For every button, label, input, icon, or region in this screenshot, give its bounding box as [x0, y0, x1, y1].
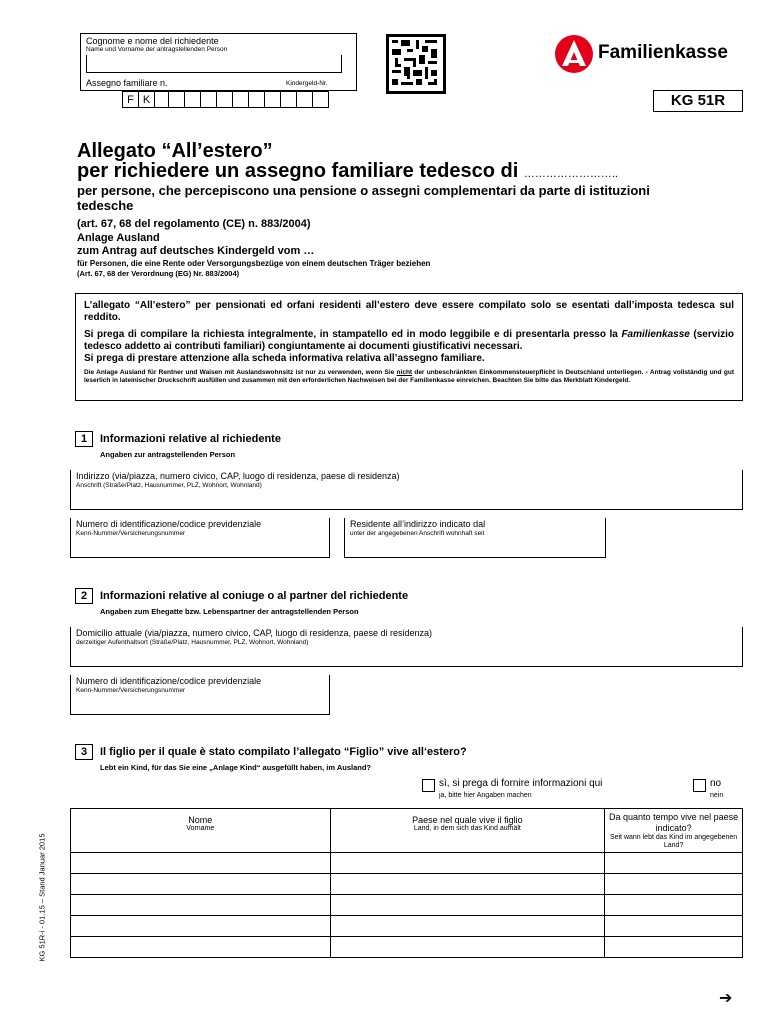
section2-number: 2 [75, 588, 93, 604]
yes-checkbox[interactable] [422, 779, 435, 792]
row4-country-cell[interactable] [330, 916, 605, 937]
section1-resident-sublabel: unter der angegebenen Anschrift wohnhaft seit [350, 530, 485, 537]
no-sublabel: nein [710, 792, 724, 799]
next-page-arrow-icon[interactable]: ➔ [719, 990, 733, 1007]
cell-spacer [154, 92, 168, 108]
title-line1: Allegato “All’estero” [77, 140, 273, 162]
section1-number: 1 [75, 431, 93, 447]
no-label: no [710, 778, 722, 789]
cell-7[interactable] [264, 92, 280, 108]
section2-id-field[interactable] [70, 675, 330, 715]
col-since-header [605, 809, 743, 853]
section2-address-field[interactable] [70, 627, 743, 667]
form-code-badge [653, 90, 743, 112]
info-p3: Si prega di prestare attenzione alla scheda informativa relativa all’assegno familiare. [84, 353, 485, 364]
form-code: KG 51R [670, 92, 726, 109]
table-row [71, 874, 743, 895]
assegno-number-label: Assegno familiare n. [86, 78, 168, 88]
section2-address-sublabel: derzeitiger Aufenthaltsort (Straße/Platz, Hausnummer, PLZ, Wohnort, Wohnland) [76, 639, 309, 646]
row5-name-cell[interactable] [71, 937, 331, 958]
applicant-name-input[interactable] [86, 55, 342, 73]
col-since-label: Da quanto tempo vive nel paese indicato? [609, 812, 739, 833]
cell-6[interactable] [248, 92, 264, 108]
row2-since-cell[interactable] [605, 874, 743, 895]
cell-2[interactable] [184, 92, 200, 108]
section1-id-field[interactable] [70, 518, 330, 558]
info-p2-a: Si prega di compilare la richiesta integralmente, in stampatello ed in modo leggibile e di presentarla presso la [84, 329, 622, 340]
section2-title: Informazioni relative al coniuge o al partner del richiedente [100, 590, 409, 602]
cell-10[interactable] [312, 92, 328, 108]
section1-resident-field[interactable] [344, 518, 606, 558]
title-line2-text: per richiedere un assegno familiare tedesco di [77, 160, 519, 182]
brand-name: Familienkasse [598, 42, 728, 63]
info-p2 [84, 329, 734, 353]
col-country-sublabel: Land, in dem sich das Kind aufhält [413, 825, 521, 832]
qr-code-icon [386, 34, 446, 94]
section1-id-sublabel: Kenn-Nummer/Versicherungsnummer [76, 530, 186, 537]
cell-9[interactable] [296, 92, 312, 108]
row2-name-cell[interactable] [71, 874, 331, 895]
section1-address-sublabel: Anschrift (Straße/Platz, Hausnummer, PLZ, Wohnort, Wohnland) [76, 482, 262, 489]
children-table [70, 808, 743, 958]
info-de-c: der unbeschränkten Einkommensteuerpflicht in Deutschland unterliegen. - Antrag vollständig und gut leserlich in lateinischer Druckschrift ausfüllen und zusammen mit den erforderlichen Nachweisen bei der Familienkasse einreichen. Beachten Sie bitte das Merkblatt Kindergeld. [84, 369, 734, 384]
col-name-header [71, 809, 331, 853]
cell-8[interactable] [280, 92, 296, 108]
applicant-name-label: Cognome e nome del richiedente [86, 36, 219, 46]
section1-address-field[interactable] [70, 470, 743, 510]
info-p1: L’allegato “All’estero” per pensionati ed orfani residenti all’estero deve essere compilato solo se esentati dall’imposta tedesca sul reddito. [84, 300, 734, 323]
info-de [84, 369, 734, 385]
cell-prefix-k: K [138, 92, 154, 108]
section2-subtitle: Angaben zum Ehegatte bzw. Lebenspartner der antragstellenden Person [100, 607, 359, 616]
row4-name-cell[interactable] [71, 916, 331, 937]
row3-country-cell[interactable] [330, 895, 605, 916]
cell-4[interactable] [216, 92, 232, 108]
section1-title: Informazioni relative al richiedente [100, 433, 281, 445]
row5-since-cell[interactable] [605, 937, 743, 958]
cell-3[interactable] [200, 92, 216, 108]
table-row [71, 895, 743, 916]
col-name-sublabel: Vorname [186, 825, 215, 832]
col-country-header [330, 809, 605, 853]
title-line2 [77, 160, 618, 185]
row2-country-cell[interactable] [330, 874, 605, 895]
title-line2-dots: …………………….. [523, 168, 618, 180]
title-de-line1: Anlage Ausland [77, 232, 160, 244]
section3-subtitle: Lebt ein Kind, für das Sie eine „Anlage Kind“ ausgefüllt haben, im Ausland? [100, 763, 372, 772]
row3-name-cell[interactable] [71, 895, 331, 916]
kindergeld-number-label: Kindergeld-Nr. [286, 80, 328, 87]
cell-prefix-f: F [122, 92, 138, 108]
col-country-label: Paese nel quale vive il figlio [412, 815, 523, 825]
row5-country-cell[interactable] [330, 937, 605, 958]
info-p2-b: Familienkasse [621, 329, 690, 340]
section1-resident-label: Residente all’indirizzo indicato dal [350, 519, 486, 529]
row1-since-cell[interactable] [605, 853, 743, 874]
table-row [71, 937, 743, 958]
info-de-a: Die Anlage Ausland für Rentner und Waisen mit Auslandswohnsitz ist nur zu verwenden, wenn Sie [84, 369, 397, 376]
section2-id-sublabel: Kenn-Nummer/Versicherungsnummer [76, 687, 186, 694]
section1-address-label: Indirizzo (via/piazza, numero civico, CAP, luogo di residenza, paese di residenza) [76, 471, 400, 481]
no-checkbox[interactable] [693, 779, 706, 792]
table-row [71, 916, 743, 937]
section3-title: Il figlio per il quale è stato compilato l’allegato “Figlio” vive all‘estero? [100, 746, 467, 758]
col-since-sublabel: Seit wann lebt das Kind im angegebenen Land? [609, 834, 738, 849]
side-form-reference: KG 51R-i - 01.15 – Stand Januar 2015 [37, 833, 47, 962]
row1-name-cell[interactable] [71, 853, 331, 874]
title-de-line2: zum Antrag auf deutsches Kindergeld vom … [77, 245, 315, 257]
cell-1[interactable] [168, 92, 184, 108]
row3-since-cell[interactable] [605, 895, 743, 916]
row1-country-cell[interactable] [330, 853, 605, 874]
kindergeld-number-cells[interactable] [122, 91, 329, 108]
section2-address-label: Domicilio attuale (via/piazza, numero civico, CAP, luogo di residenza, paese di residenza) [76, 628, 433, 638]
section1-id-label: Numero di identificazione/codice previdenziale [76, 519, 262, 529]
col-name-label: Nome [188, 815, 213, 825]
section1-subtitle: Angaben zur antragstellenden Person [100, 450, 236, 459]
title-line3: per persone, che percepiscono una pensione o assegni complementari da parte di istituzioni tedesche [77, 183, 650, 213]
section3-number: 3 [75, 744, 93, 760]
cell-5[interactable] [232, 92, 248, 108]
info-box [75, 293, 743, 401]
familienkasse-logo-icon [554, 34, 594, 74]
children-table-header [71, 809, 743, 853]
info-de-b: nicht [396, 369, 413, 376]
title-de-line4: (Art. 67, 68 der Verordnung (EG) Nr. 883/2004) [77, 269, 240, 278]
applicant-name-sublabel: Name und Vorname der antragstellenden Person [86, 46, 228, 53]
title-de-line3: für Personen, die eine Rente oder Versorgungsbezüge von einem deutschen Träger beziehen [77, 259, 431, 268]
yes-label: sì, si prega di fornire informazioni qui [439, 778, 603, 789]
row4-since-cell[interactable] [605, 916, 743, 937]
yes-sublabel: ja, bitte hier Angaben machen [439, 792, 532, 799]
info-p2-c: (servizio tedesco addetto ai contributi familiari) congiuntamente ai documenti giustificativi necessari. [84, 329, 734, 352]
title-line4: (art. 67, 68 del regolamento (CE) n. 883/2004) [77, 218, 311, 230]
section2-id-label: Numero di identificazione/codice previdenziale [76, 676, 262, 686]
table-row [71, 853, 743, 874]
